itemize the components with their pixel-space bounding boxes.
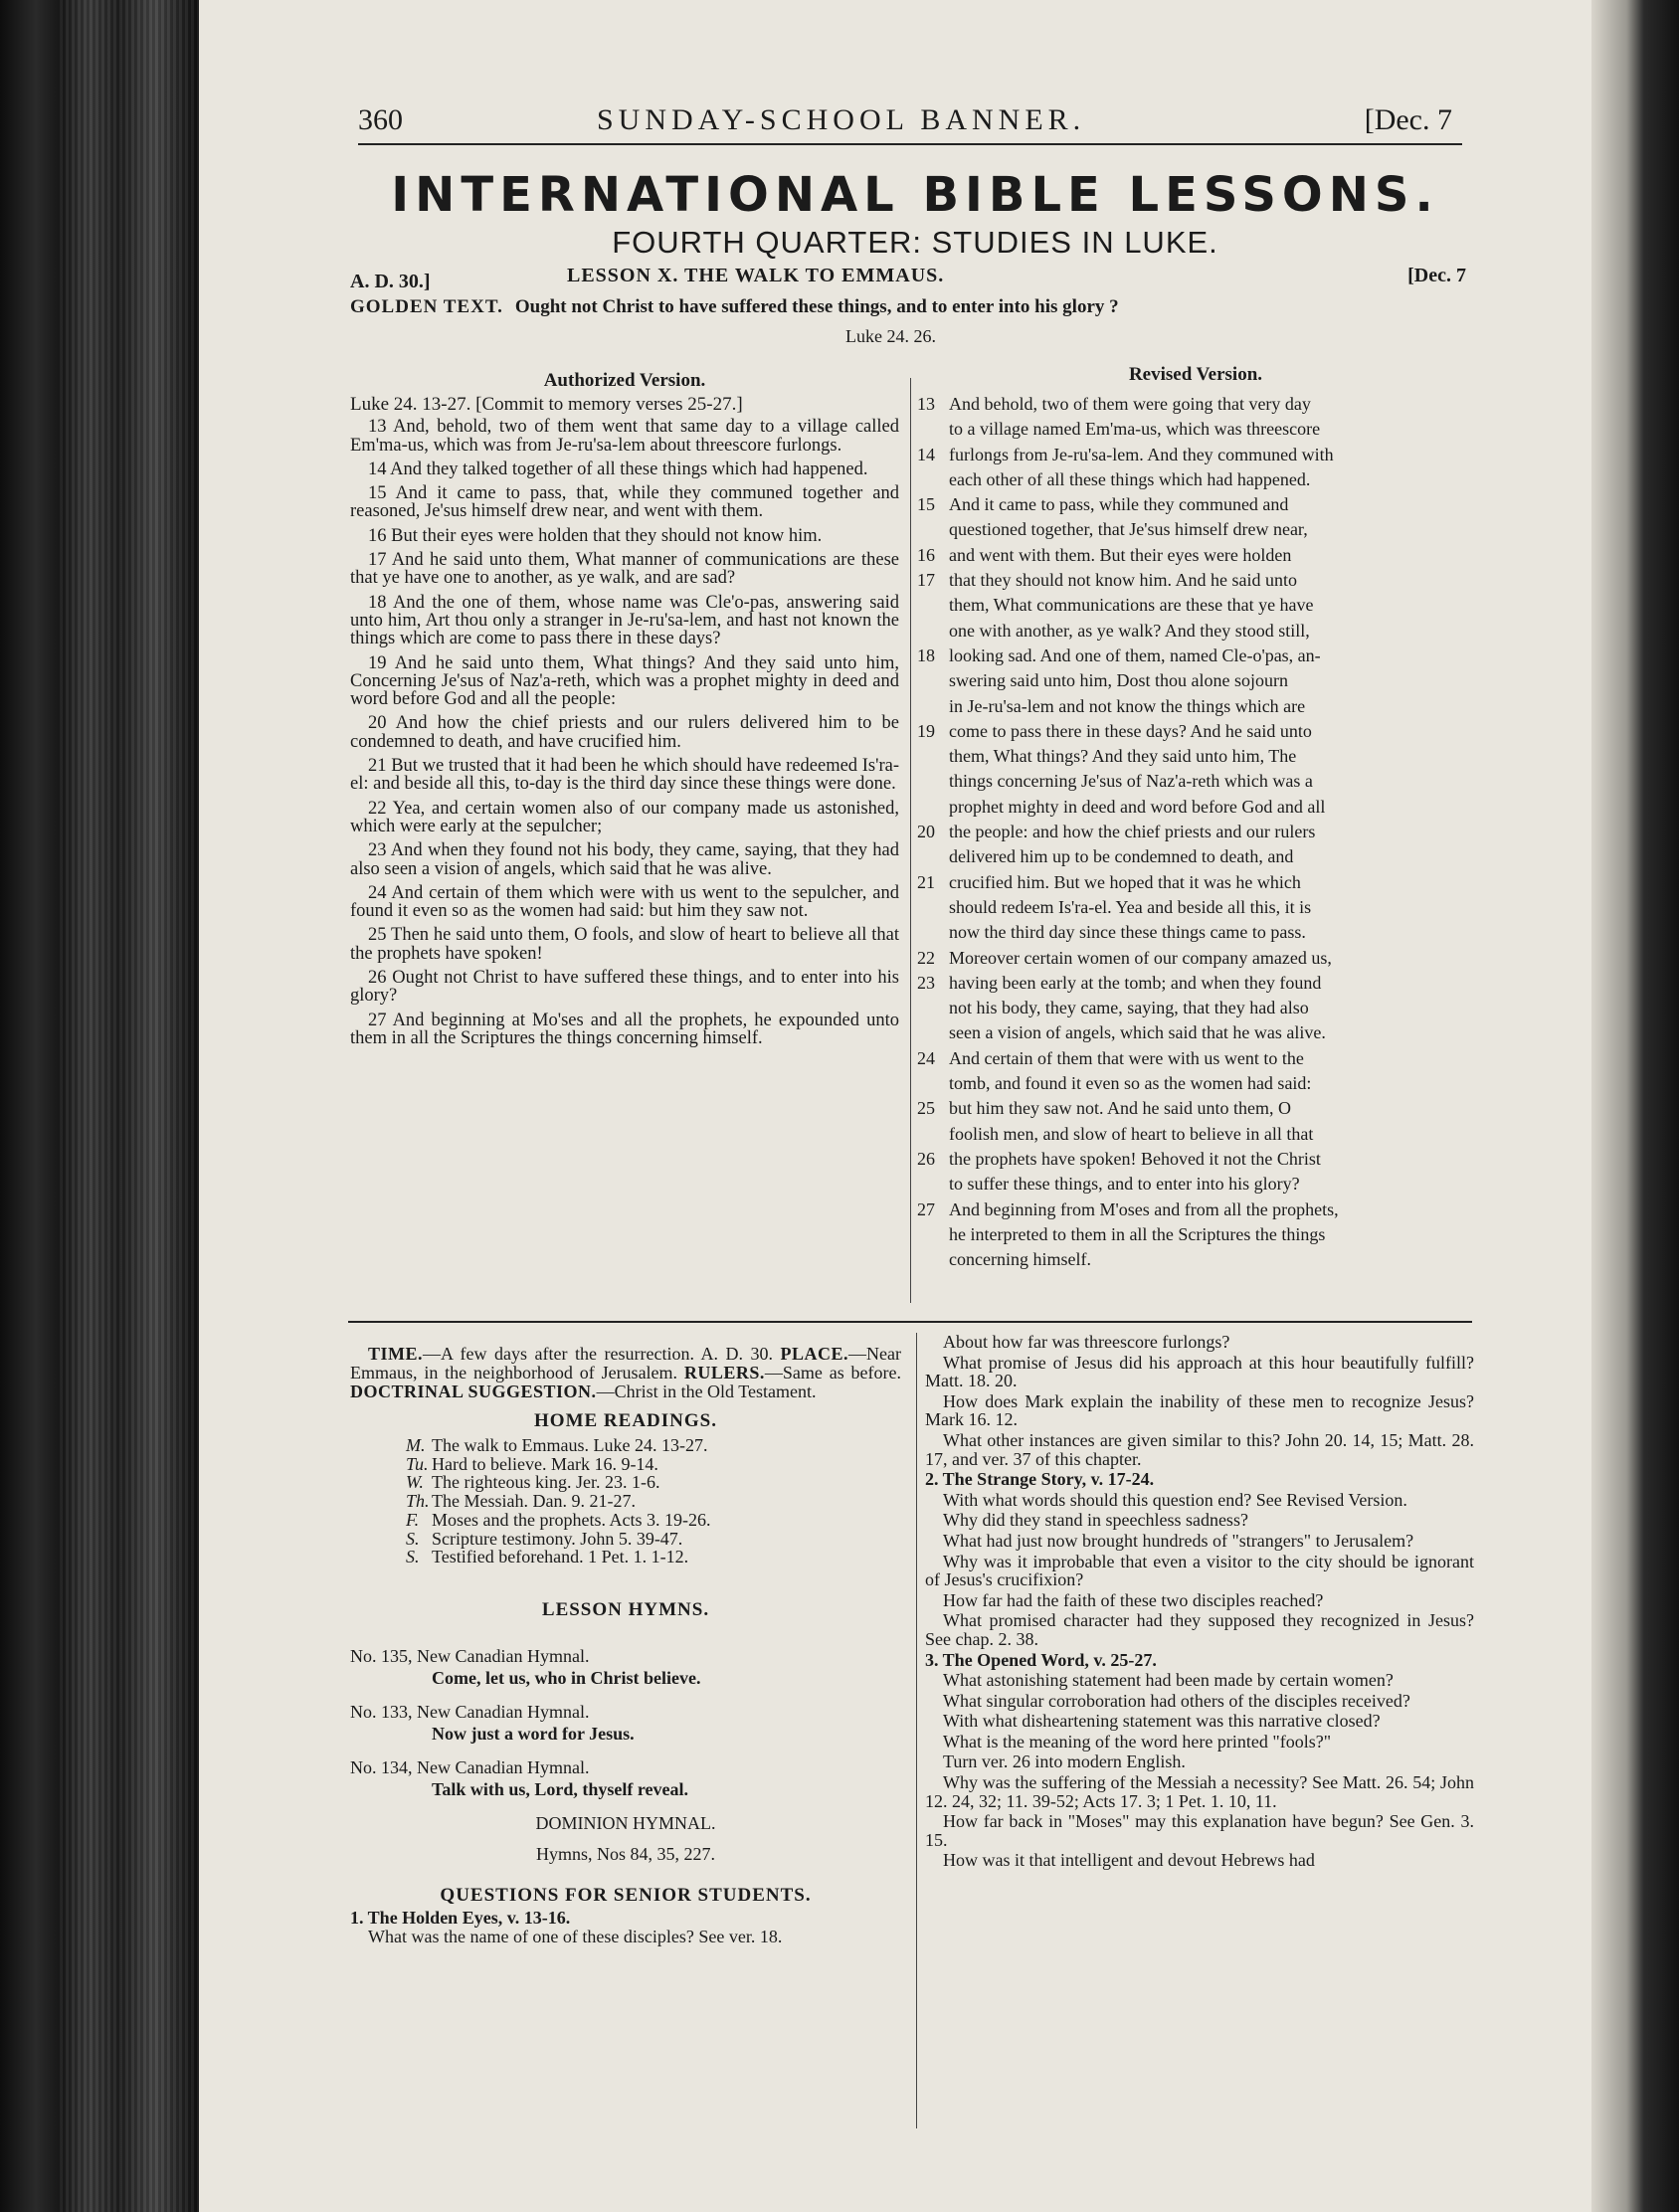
page-number: 360 — [358, 103, 403, 136]
right-page-edge — [1591, 0, 1679, 2212]
revised-line-text: one with another, as ye walk? And they stood still, — [949, 620, 1310, 641]
verse-number: 20 — [917, 822, 935, 842]
question: With what words should this question end? See Revised Version. — [943, 1489, 1407, 1510]
question: With what disheartening statement was this narrative closed? — [943, 1711, 1381, 1732]
revised-line — [917, 443, 1474, 467]
reading-item — [350, 1473, 901, 1492]
revised-line — [917, 920, 1474, 945]
revised-line-text: he interpreted to them in all the Scriptures the things — [949, 1223, 1326, 1244]
question: What promise of Jesus did his approach at this hour beautifully fulfill? Matt. 18. 20. — [925, 1352, 1474, 1391]
revised-line — [917, 467, 1474, 492]
revised-line-text: concerning himself. — [949, 1249, 1091, 1270]
running-title: SUNDAY-SCHOOL BANNER. — [597, 103, 1086, 136]
hymn-item — [350, 1645, 901, 1689]
revised-line-text: the people: and how the chief priests and our rulers — [949, 822, 1316, 842]
reading-day: S. — [406, 1528, 420, 1549]
home-readings-list — [350, 1436, 901, 1567]
revised-line-text: And certain of them that were with us went to the — [949, 1047, 1304, 1068]
verse-number: 17 — [917, 570, 935, 591]
revised-line — [917, 744, 1474, 769]
lesson-hymns-heading: LESSON HYMNS. — [541, 1598, 710, 1620]
verse: 20 And how the chief priests and our rulers delivered him to be condemned to death, and have crucified him. — [350, 713, 899, 752]
revised-line — [917, 1222, 1474, 1247]
question: Why was the suffering of the Messiah a necessity? See Matt. 26. 54; John 12. 24, 32; 11. 39-52; Acts 17. 3; 1 Pet. 1. 10, 11. — [925, 1772, 1474, 1811]
hymn-number: No. 134, New Canadian Hymnal. — [350, 1756, 590, 1777]
revised-line — [917, 844, 1474, 869]
revised-line-text: And beginning from M'oses and from all the prophets, — [949, 1198, 1339, 1219]
revised-line — [917, 946, 1474, 971]
revised-line — [917, 769, 1474, 794]
revised-line-text: having been early at the tomb; and when they found — [949, 972, 1322, 993]
revised-heading: Revised Version. — [1128, 364, 1263, 385]
revised-line-text: them, What things? And they said unto him, The — [949, 746, 1297, 767]
question: Why did they stand in speechless sadness? — [943, 1510, 1248, 1531]
reading-item — [350, 1455, 901, 1474]
verse-number: 21 — [917, 871, 935, 892]
section-divider — [348, 1321, 1472, 1323]
question-section-1: 1. The Holden Eyes, v. 13-16. — [350, 1907, 571, 1928]
revised-line-text: questioned together, that Je'sus himself drew near, — [949, 519, 1308, 540]
revised-line — [917, 668, 1474, 693]
verse: 13 And, behold, two of them went that same day to a village called Em'ma-us, which was from Je-ru'sa-lem about threescore furlongs. — [350, 417, 899, 456]
verse-number: 25 — [917, 1098, 935, 1119]
question: What singular corroboration had others of the disciples received? — [943, 1690, 1410, 1711]
hymn-title: Talk with us, Lord, thyself reveal. — [432, 1778, 689, 1799]
scripture-ref: Luke 24. 13-27. [Commit to memory verses 25-27.] — [350, 394, 743, 415]
page-stack-edge — [60, 0, 199, 2212]
revised-line — [917, 820, 1474, 844]
lesson-notes-column — [350, 1345, 901, 1946]
golden-text-label: GOLDEN TEXT. — [350, 296, 503, 317]
reading-day: M. — [406, 1435, 426, 1455]
revised-line — [917, 543, 1474, 568]
reading-text: Testified beforehand. 1 Pet. 1. 1-12. — [432, 1547, 689, 1567]
revised-line — [917, 417, 1474, 442]
verse: 26 Ought not Christ to have suffered these things, and to enter into his glory? — [350, 968, 899, 1007]
reading-item — [350, 1436, 901, 1455]
revised-version — [917, 392, 1474, 1272]
question: How was it that intelligent and devout Hebrews had — [943, 1850, 1315, 1871]
verse-number: 15 — [917, 494, 935, 515]
dominion-hymnal-heading: DOMINION HYMNAL. — [535, 1812, 716, 1833]
verse: 18 And the one of them, whose name was Cle'o-pas, answering said unto him, Art thou only a stranger in Je-ru'sa-lem, and hast not known the things which are come to pass there in these days? — [350, 592, 899, 649]
authorized-version — [350, 396, 899, 1053]
revised-line — [917, 895, 1474, 920]
page-title: INTERNATIONAL BIBLE LESSONS. — [391, 167, 1439, 223]
question: What had just now brought hundreds of "strangers" to Jerusalem? — [943, 1530, 1414, 1551]
lesson-year: A. D. 30.] — [350, 271, 431, 292]
revised-line-text: not his body, they came, saying, that they had also — [949, 998, 1309, 1018]
reading-item — [350, 1530, 901, 1549]
verse-number: 18 — [917, 645, 935, 665]
reading-day: Tu. — [406, 1453, 429, 1474]
question: Turn ver. 26 into modern English. — [943, 1751, 1186, 1772]
hymn-title: Come, let us, who in Christ believe. — [432, 1667, 701, 1688]
dominion-hymns: Hymns, Nos 84, 35, 227. — [535, 1843, 715, 1864]
revised-line-text: prophet mighty in deed and word before God and all — [949, 796, 1326, 817]
hymn-item — [350, 1701, 901, 1745]
verse-number: 26 — [917, 1148, 935, 1169]
revised-line — [917, 1071, 1474, 1096]
reading-item — [350, 1511, 901, 1530]
verse-number: 16 — [917, 544, 935, 565]
question: How far back in "Moses" may this explanation have begun? See Gen. 3. 15. — [925, 1811, 1474, 1850]
place-label: PLACE. — [780, 1344, 849, 1364]
question: What astonishing statement had been made by certain women? — [943, 1670, 1394, 1691]
revised-line-text: to a village named Em'ma-us, which was threescore — [949, 419, 1321, 440]
revised-line-text: looking sad. And one of them, named Cle-o'pas, an- — [949, 645, 1321, 665]
revised-line-text: furlongs from Je-ru'sa-lem. And they communed with — [949, 444, 1334, 464]
lesson-header — [350, 265, 1474, 294]
revised-line-text: in Je-ru'sa-lem and not know the things which are — [949, 695, 1306, 716]
reading-item — [350, 1548, 901, 1567]
authorized-heading: Authorized Version. — [543, 370, 706, 391]
hymn-number: No. 133, New Canadian Hymnal. — [350, 1701, 590, 1722]
question: What promised character had they supposed they recognized in Jesus? See chap. 2. 38. — [925, 1610, 1474, 1649]
hymn-item — [350, 1756, 901, 1800]
verse-number: 14 — [917, 444, 935, 464]
reading-day: W. — [406, 1472, 424, 1493]
verse: 24 And certain of them which were with us went to the sepulcher, and found it even so as the women had said: but him they saw not. — [350, 882, 899, 922]
time-text: —A few days after the resurrection. A. D. 30. — [423, 1344, 773, 1364]
verse: 16 But their eyes were holden that they should not know him. — [368, 525, 823, 546]
revised-line — [917, 996, 1474, 1020]
revised-line — [917, 1147, 1474, 1172]
golden-text-body: Ought not Christ to have suffered these things, and to enter into his glory ? — [514, 296, 1119, 317]
revised-line-text: each other of all these things which had happened. — [949, 468, 1311, 489]
revised-line — [917, 719, 1474, 744]
revised-line-text: things concerning Je'sus of Naz'a-reth which was a — [949, 771, 1313, 792]
reading-day: F. — [406, 1509, 420, 1530]
verse-number: 24 — [917, 1047, 935, 1068]
home-readings-heading: HOME READINGS. — [534, 1410, 717, 1431]
reading-day: Th. — [406, 1491, 430, 1512]
revised-line — [917, 517, 1474, 542]
revised-line — [917, 870, 1474, 895]
lesson-date: [Dec. 7 — [1407, 265, 1466, 286]
revised-line — [917, 971, 1474, 996]
revised-line-text: but him they saw not. And he said unto them, O — [949, 1098, 1291, 1119]
verse: 21 But we trusted that it had been he which should have redeemed Is'ra-el: and beside all this, to-day is the third day since these things were done. — [350, 756, 899, 795]
reading-day: S. — [406, 1547, 420, 1567]
revised-line-text: And behold, two of them were going that very day — [949, 394, 1311, 414]
golden-text — [350, 296, 1474, 318]
rulers-label: RULERS. — [683, 1363, 765, 1382]
revised-line-text: should redeem Is'ra-el. Yea and beside all this, it is — [949, 896, 1312, 917]
questions-heading: QUESTIONS FOR SENIOR STUDENTS. — [440, 1884, 812, 1906]
revised-line-text: them, What communications are these that ye have — [949, 595, 1314, 616]
revised-line-text: seen a vision of angels, which said that he was alive. — [949, 1022, 1326, 1043]
revised-line — [917, 568, 1474, 593]
revised-line-text: the prophets have spoken! Behoved it not the Christ — [949, 1148, 1321, 1169]
question-section-2: 2. The Strange Story, v. 17-24. — [925, 1469, 1155, 1490]
lower-column-divider — [916, 1333, 917, 2128]
time-label: TIME. — [368, 1344, 424, 1364]
revised-line-text: foolish men, and slow of heart to believe in all that — [949, 1123, 1314, 1144]
revised-line — [917, 795, 1474, 820]
verse: 25 Then he said unto them, O fools, and slow of heart to believe all that the prophets have spoken! — [350, 925, 899, 964]
verse-number: 23 — [917, 972, 935, 993]
reading-text: Hard to believe. Mark 16. 9-14. — [432, 1453, 658, 1474]
question: What was the name of one of these disciples? See ver. 18. — [368, 1926, 783, 1946]
revised-line — [917, 1247, 1474, 1272]
verse-number: 19 — [917, 720, 935, 741]
reading-text: Scripture testimony. John 5. 39-47. — [432, 1528, 683, 1549]
verse-number: 22 — [917, 947, 935, 968]
place-text: —Near Emmaus, in the neighborhood of Jerusalem. — [350, 1344, 902, 1382]
revised-line — [917, 619, 1474, 644]
revised-line-text: that they should not know him. And he said unto — [949, 570, 1297, 591]
lesson-title: LESSON X. THE WALK TO EMMAUS. — [567, 265, 945, 286]
revised-line — [917, 593, 1474, 618]
revised-line-text: And it came to pass, while they communed and — [949, 494, 1289, 515]
verse: 19 And he said unto them, What things? And they said unto him, Concerning Je'sus of Naz'a-reth, which was a prophet mighty in deed and word before God and all the people: — [350, 652, 899, 710]
hymn-number: No. 135, New Canadian Hymnal. — [350, 1645, 590, 1666]
verse: 14 And they talked together of all these things which had happened. — [368, 459, 868, 479]
page-subtitle: FOURTH QUARTER: STUDIES IN LUKE. — [612, 225, 1218, 260]
doctrinal-text: —Christ in the Old Testament. — [596, 1382, 817, 1401]
time-note — [350, 1345, 901, 1401]
revised-line-text: now the third day since these things came to pass. — [949, 922, 1306, 943]
revised-line — [917, 644, 1474, 668]
rulers-text: —Same as before. — [764, 1363, 902, 1382]
revised-line-text: swering said unto him, Dost thou alone sojourn — [949, 670, 1288, 691]
revised-line — [917, 1122, 1474, 1147]
golden-text-ref: Luke 24. 26. — [845, 326, 936, 346]
hymn-title: Now just a word for Jesus. — [432, 1723, 635, 1744]
column-divider — [910, 378, 911, 1303]
question: What is the meaning of the word here printed "fools?" — [943, 1731, 1332, 1751]
question-section-3: 3. The Opened Word, v. 25-27. — [925, 1649, 1157, 1670]
question: What other instances are given similar to this? John 20. 14, 15; Matt. 28. 17, and ver. 37 of this chapter. — [925, 1429, 1474, 1469]
verse-number: 13 — [917, 394, 935, 414]
questions-column — [925, 1333, 1474, 1872]
verse: 22 Yea, and certain women also of our company made us astonished, which were early at the sepulcher; — [350, 798, 899, 836]
question: About how far was threescore furlongs? — [943, 1332, 1230, 1352]
verse: 15 And it came to pass, that, while they communed together and reasoned, Je'sus himself drew near, and went with them. — [350, 483, 899, 522]
revised-line — [917, 1020, 1474, 1045]
revised-line — [917, 1046, 1474, 1071]
revised-line — [917, 1096, 1474, 1121]
revised-line-text: crucified him. But we hoped that it was he which — [949, 871, 1301, 892]
verse: 17 And he said unto them, What manner of communications are these that ye have one to another, as ye walk, and are sad? — [350, 550, 899, 589]
revised-line-text: to suffer these things, and to enter into his glory? — [949, 1174, 1300, 1195]
question: How far had the faith of these two disciples reached? — [943, 1589, 1324, 1610]
running-header — [358, 103, 1462, 145]
doctrinal-label: DOCTRINAL SUGGESTION. — [350, 1382, 597, 1401]
question: Why was it improbable that even a visitor to the city should be ignorant of Jesus's crucifixion? — [925, 1551, 1474, 1590]
revised-line — [917, 1172, 1474, 1197]
revised-line-text: tomb, and found it even so as the women had said: — [949, 1073, 1312, 1094]
reading-text: The Messiah. Dan. 9. 21-27. — [432, 1491, 636, 1512]
verse: 27 And beginning at Mo'ses and all the prophets, he expounded unto them in all the Scriptures the things concerning himself. — [350, 1010, 899, 1048]
verse-number: 27 — [917, 1198, 935, 1219]
revised-line-text: Moreover certain women of our company amazed us, — [949, 947, 1332, 968]
revised-line — [917, 492, 1474, 517]
revised-line — [917, 694, 1474, 719]
revised-line — [917, 1198, 1474, 1222]
verse: 23 And when they found not his body, they came, saying, that they had also seen a vision of angels, which said that he was alive. — [350, 840, 899, 879]
header-date: [Dec. 7 — [1364, 103, 1452, 136]
reading-item — [350, 1492, 901, 1511]
question: How does Mark explain the inability of these men to recognize Jesus? Mark 16. 12. — [925, 1390, 1474, 1430]
reading-text: The walk to Emmaus. Luke 24. 13-27. — [432, 1435, 708, 1455]
reading-text: Moses and the prophets. Acts 3. 19-26. — [432, 1509, 711, 1530]
revised-line-text: come to pass there in these days? And he said unto — [949, 720, 1312, 741]
revised-line-text: delivered him up to be condemned to death, and — [949, 846, 1294, 867]
reading-text: The righteous king. Jer. 23. 1-6. — [432, 1472, 660, 1493]
revised-line — [917, 392, 1474, 417]
revised-line-text: and went with them. But their eyes were holden — [949, 544, 1292, 565]
